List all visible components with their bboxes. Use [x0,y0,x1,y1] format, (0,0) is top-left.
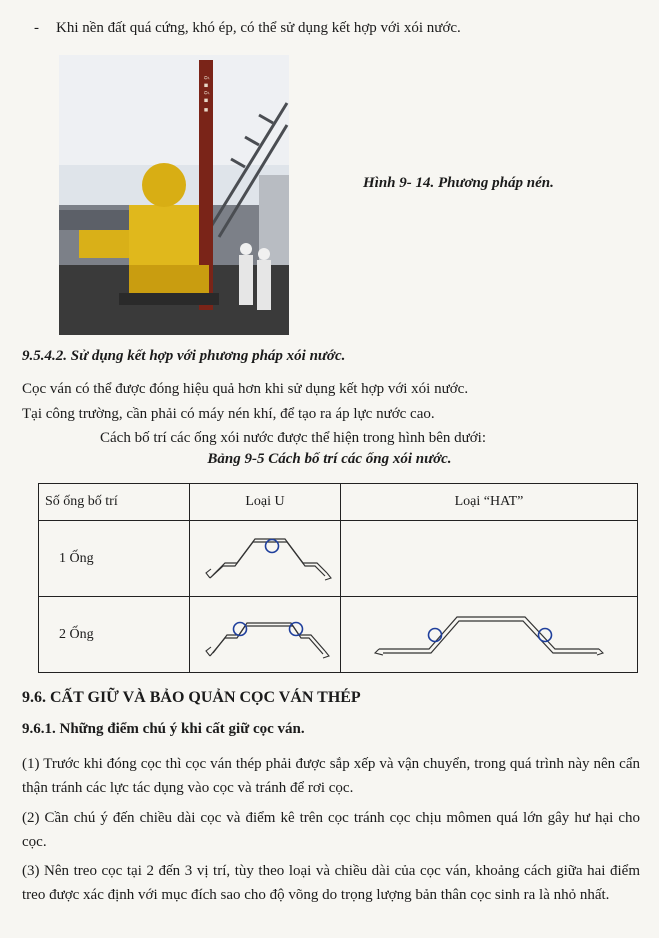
u-pile-diagram [190,597,341,673]
paragraph-line: Cách bố trí các ống xói nước được thể hiện trong hình bên dưới: [100,430,487,446]
hat-pile-two-pipes-icon [369,605,609,665]
header-count: Số ống bố trí [39,484,190,521]
header-type-hat: Loại “HAT” [341,484,638,521]
section-heading-961: 9.6.1. Những điểm chú ý khi cất giữ cọc ván. [22,721,305,737]
mast-text: ổ ■ ổ ■ ■ [202,76,210,114]
header-type-u: Loại U [190,484,341,521]
bullet-dash: - [34,20,39,36]
table-caption: Bảng 9-5 Cách bố trí các ống xói nước. [207,451,452,467]
pile-press-photo [59,55,289,335]
row-label: 1 Ống [39,521,190,597]
bullet-line [34,18,461,38]
paragraph: (3) Nên treo cọc tại 2 đến 3 vị trí, tùy theo loại và chiều dài của cọc ván, khoảng cách giữa hai điểm treo được xác định với mục đích sao cho độ võng do trọng lượng bản thân cọc sinh ra là nhỏ nhất. [22,863,640,903]
table-header-row [39,484,638,521]
table-row [39,597,638,673]
figure-caption: Hình 9- 14. Phương pháp nén. [363,175,554,191]
hat-pile-empty-cell [341,521,638,597]
paragraph: (1) Trước khi đóng cọc thì cọc ván thép phải được sắp xếp và vận chuyển, trong quá trình này nên cẩn thận tránh các lực tác dụng vào cọc và tránh để rơi cọc. [22,756,640,796]
paragraph: (2) Cần chú ý đến chiều dài cọc và điểm kê trên cọc tránh cọc chịu mômen quá lớn gây hư hại cho cọc. [22,810,640,850]
section-heading-96: 9.6. CẤT GIỮ VÀ BẢO QUẢN CỌC VÁN THÉP [22,689,361,706]
paragraph-line: Tại công trường, cần phải có máy nén khí, để tạo ra áp lực nước cao. [22,406,435,422]
u-pile-diagram [190,521,341,597]
bullet-text: Khi nền đất quá cứng, khó ép, có thể sử dụng kết hợp với xói nước. [56,20,461,36]
section-heading-9542: 9.5.4.2. Sử dụng kết hợp với phương pháp xói nước. [22,348,346,364]
row-label: 2 Ống [39,597,190,673]
hat-pile-diagram [341,597,638,673]
table-row [39,521,638,597]
paragraph-line: Cọc ván có thể được đóng hiệu quả hơn khi sử dụng kết hợp với xói nước. [22,381,469,397]
u-pile-one-pipe-icon [195,529,335,589]
jet-pipe-table [38,483,638,673]
u-pile-two-pipes-icon [195,605,335,665]
